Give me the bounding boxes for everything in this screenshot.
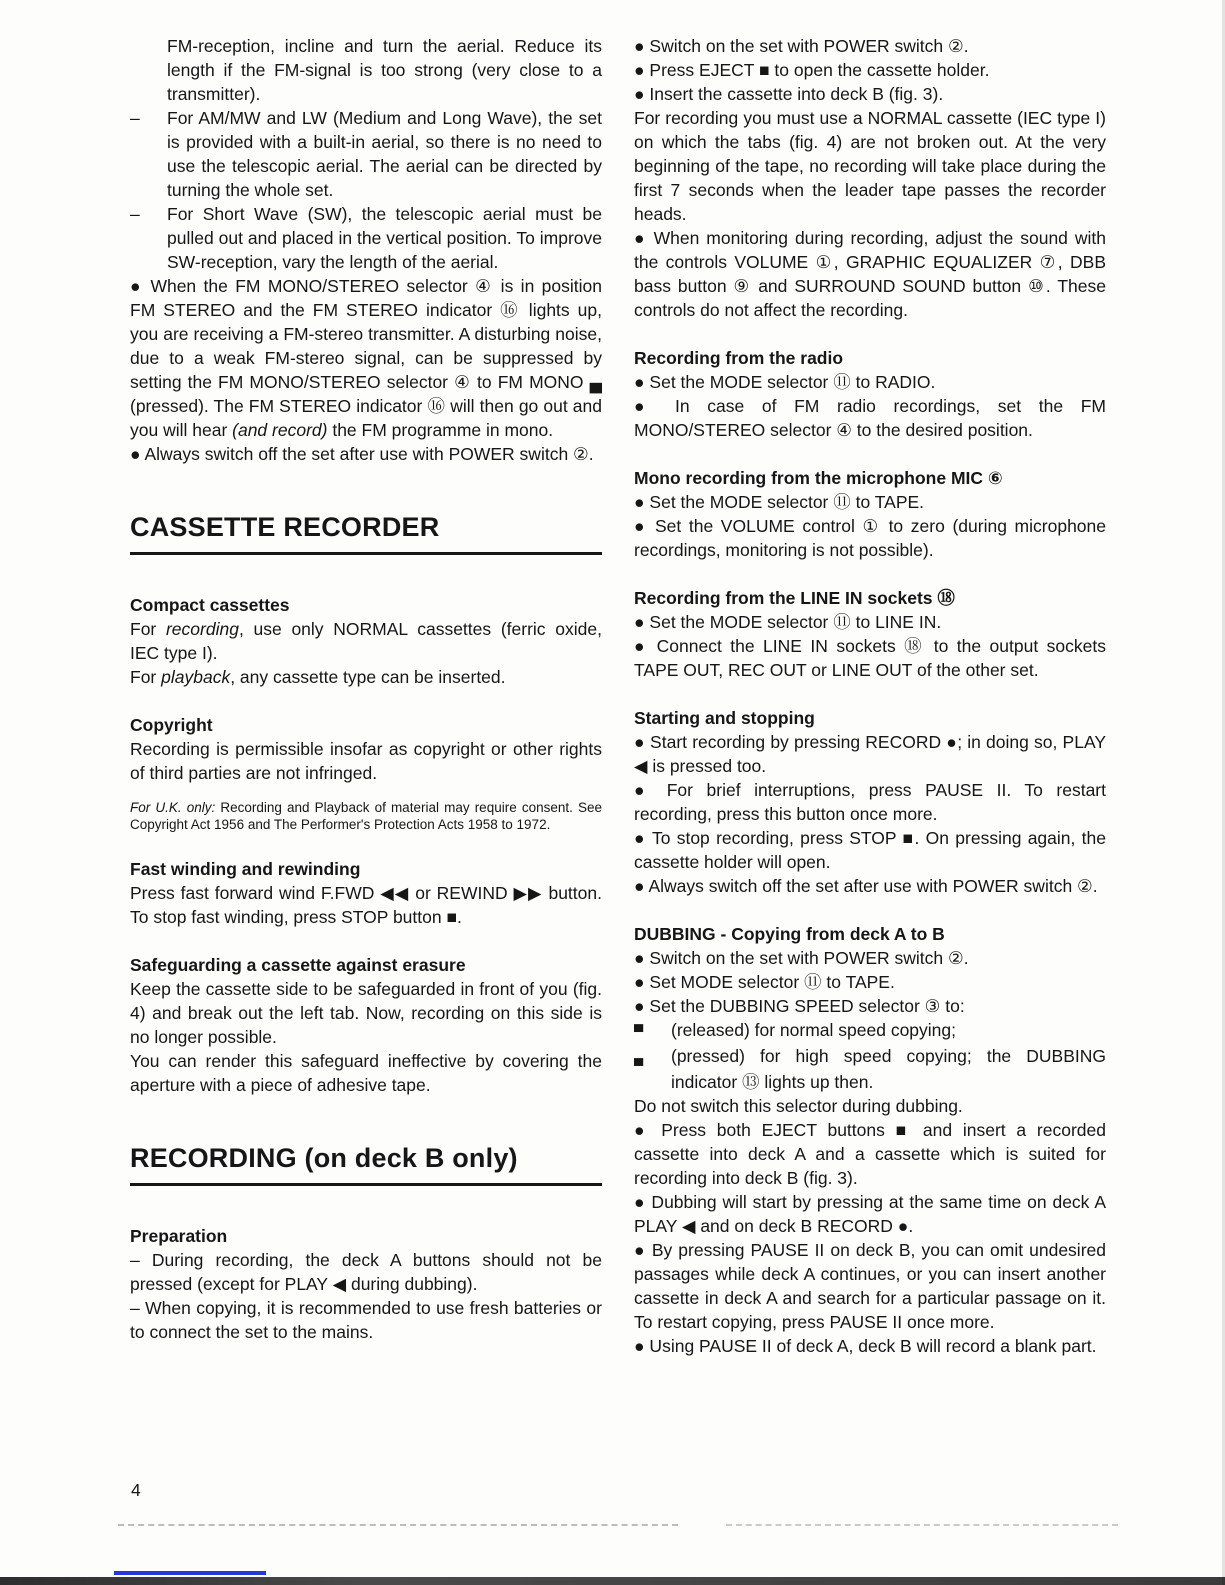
heading-recording-deck-b: RECORDING (on deck B only)	[130, 1143, 518, 1173]
text-segment: the FM programme in mono.	[327, 420, 554, 440]
switch-released-icon: ▀	[634, 1024, 644, 1039]
subheading-preparation: Preparation	[130, 1226, 228, 1246]
para-recording-cassettes	[130, 617, 602, 665]
subheading-fast-winding: Fast winding and rewinding	[130, 859, 361, 879]
para-start-record: ● Start recording by pressing RECORD ●; in doing so, PLAY ◀ is pressed too.	[634, 732, 1106, 776]
para-eject-both-decks: ● Press both EJECT buttons ■ and insert a recorded cassette into deck A and a cassette which is suited for recording into deck B (fig. 3).	[634, 1120, 1106, 1188]
subheading-copyright: Copyright	[130, 715, 213, 735]
text-segment: For	[130, 619, 166, 639]
text-segment: (pressed) for high speed copying; the DUBBING indicator ⑬ lights up then.	[671, 1046, 1106, 1092]
section-recording	[130, 1143, 602, 1186]
heading-cassette-recorder: CASSETTE RECORDER	[130, 512, 440, 542]
text-segment-italic: (and record)	[232, 420, 328, 440]
switch-pressed-icon: ▄	[634, 1050, 644, 1065]
page-number: 4	[131, 1480, 141, 1500]
bottom-scan-edge	[0, 1577, 1225, 1585]
subheading-mono-microphone: Mono recording from the microphone MIC ⑥	[634, 468, 1003, 488]
para-dubbing-pause-deck-a: ● Using PAUSE II of deck A, deck B will record a blank part.	[634, 1336, 1097, 1356]
para-power-off-left: ● Always switch off the set after use with POWER switch ②.	[130, 444, 594, 464]
text-segment: , use only NORMAL cassettes (ferric oxide, IEC type I).	[130, 619, 602, 663]
text-segment-italic: playback	[161, 667, 231, 687]
text-segment-italic: recording	[165, 619, 239, 639]
para-uk-copyright-note	[130, 799, 602, 833]
para-fm-mono-stereo-position: ● In case of FM radio recordings, set the FM MONO/STEREO selector ④ to the desired position.	[634, 396, 1106, 440]
subheading-dubbing: DUBBING - Copying from deck A to B	[634, 924, 945, 944]
dash-marker: –	[130, 108, 140, 128]
para-insert-cassette: ● Insert the cassette into deck B (fig. 3).	[634, 84, 944, 104]
para-fm-stereo	[130, 274, 602, 442]
para-dubbing-power-on: ● Switch on the set with POWER switch ②.	[634, 948, 969, 968]
para-power-off-right: ● Always switch off the set after use with POWER switch ②.	[634, 876, 1098, 896]
para-mode-line-in: ● Set the MODE selector ⑪ to LINE IN.	[634, 612, 942, 632]
right-column	[634, 34, 1106, 1358]
para-stop-recording: ● To stop recording, press STOP ■. On pressing again, the cassette holder will open.	[634, 828, 1106, 872]
text-segment-italic: For U.K. only:	[130, 800, 216, 815]
scan-noise-right	[726, 1524, 1118, 1526]
text-segment: (released) for normal speed copying;	[671, 1020, 957, 1040]
blue-underline-artifact	[114, 1571, 266, 1575]
heading-rule	[130, 1183, 602, 1186]
para-preparation-batteries: – When copying, it is recommended to use fresh batteries or to connect the set to the mains.	[130, 1298, 602, 1342]
item-short-wave	[130, 202, 602, 274]
left-column	[130, 34, 602, 1344]
scan-noise-left	[118, 1524, 678, 1526]
item-am-mw-lw	[130, 106, 602, 202]
section-cassette-recorder	[130, 512, 602, 555]
para-connect-line-in: ● Connect the LINE IN sockets ⑱ to the output sockets TAPE OUT, REC OUT or LINE OUT of the other set.	[634, 636, 1106, 680]
para-dubbing-mode-tape: ● Set MODE selector ⑪ to TAPE.	[634, 972, 895, 992]
para-preparation-deck-a: – During recording, the deck A buttons should not be pressed (except for PLAY ◀ during dubbing).	[130, 1250, 602, 1294]
para-playback-cassettes	[130, 665, 602, 689]
subheading-line-in: Recording from the LINE IN sockets ⑱	[634, 588, 955, 608]
item-dubbing-speed-released	[634, 1018, 1106, 1044]
text-segment: For	[130, 667, 162, 687]
para-do-not-switch: Do not switch this selector during dubbing.	[634, 1096, 963, 1116]
text-segment: Recording and Playback of material may require consent. See Copyright Act 1956 and The Performer's Protection Acts 1958 to 1972.	[130, 800, 602, 832]
para-normal-cassette: For recording you must use a NORMAL cassette (IEC type I) on which the tabs (fig. 4) are not broken out. At the very beginning of the tape, no recording will take place during the first 7 seconds when the leader tape passes the recorder heads.	[634, 108, 1106, 224]
dash-marker: –	[130, 204, 140, 224]
para-safeguard-tab: Keep the cassette side to be safeguarded in front of you (fig. 4) and break out the left tab. Now, recording on this side is no longer possible.	[130, 979, 602, 1047]
subheading-recording-radio: Recording from the radio	[634, 348, 844, 368]
para-dubbing-pause-deck-b: ● By pressing PAUSE II on deck B, you can omit undesired passages while deck A continues, or you can insert another cassette in deck A and search for a particular passage on it. To restart copying, press PAUSE II once more.	[634, 1240, 1106, 1332]
para-monitoring-controls: ● When monitoring during recording, adjust the sound with the controls VOLUME ①, GRAPHIC EQUALIZER ⑦, DBB bass button ⑨ and SURROUND SOUND button ⑩. These controls do not affect the recording.	[634, 228, 1106, 320]
text-segment: For Short Wave (SW), the telescopic aerial must be pulled out and placed in the vertical position. To improve SW-reception, vary the length of the aerial.	[167, 204, 602, 272]
para-power-on: ● Switch on the set with POWER switch ②.	[634, 36, 969, 56]
para-copyright: Recording is permissible insofar as copyright or other rights of third parties are not infringed.	[130, 739, 602, 783]
para-fast-winding: Press fast forward wind F.FWD ◀◀ or REWIND ▶▶ button. To stop fast winding, press STOP button ■.	[130, 883, 602, 927]
text-segment: , any cassette type can be inserted.	[230, 667, 506, 687]
para-pause-interruptions: ● For brief interruptions, press PAUSE II. To restart recording, press this button once more.	[634, 780, 1106, 824]
subheading-starting-stopping: Starting and stopping	[634, 708, 815, 728]
para-fm-reception: FM-reception, incline and turn the aerial. Reduce its length if the FM-signal is too strong (very close to a transmitter).	[167, 36, 602, 104]
item-dubbing-speed-pressed	[634, 1044, 1106, 1094]
para-safeguard-tape: You can render this safeguard ineffective by covering the aperture with a piece of adhesive tape.	[130, 1051, 602, 1095]
para-press-eject: ● Press EJECT ■ to open the cassette holder.	[634, 60, 990, 80]
para-dubbing-start: ● Dubbing will start by pressing at the same time on deck A PLAY ◀ and on deck B RECORD ●.	[634, 1192, 1106, 1236]
para-mode-radio: ● Set the MODE selector ⑪ to RADIO.	[634, 372, 936, 392]
para-volume-zero: ● Set the VOLUME control ① to zero (during microphone recordings, monitoring is not possible).	[634, 516, 1106, 560]
para-mode-tape-mic: ● Set the MODE selector ⑪ to TAPE.	[634, 492, 925, 512]
text-segment: ● When the FM MONO/STEREO selector ④ is in position FM STEREO and the FM STEREO indicator ⑯ lights up, you are receiving a FM-stereo transmitter. A disturbing noise, due to a weak FM-stereo signal, can be suppressed by setting the FM MONO/STEREO selector ④ to FM MONO ▄ (pressed). The FM STEREO indicator ⑯ will then go out and you will hear	[130, 276, 602, 440]
text-segment: For AM/MW and LW (Medium and Long Wave), the set is provided with a built-in aerial, so there is no need to use the telescopic aerial. The aerial can be directed by turning the whole set.	[167, 108, 602, 200]
subheading-compact-cassettes: Compact cassettes	[130, 595, 290, 615]
subheading-safeguarding: Safeguarding a cassette against erasure	[130, 955, 466, 975]
para-dubbing-speed-selector: ● Set the DUBBING SPEED selector ③ to:	[634, 996, 965, 1016]
heading-rule	[130, 552, 602, 555]
